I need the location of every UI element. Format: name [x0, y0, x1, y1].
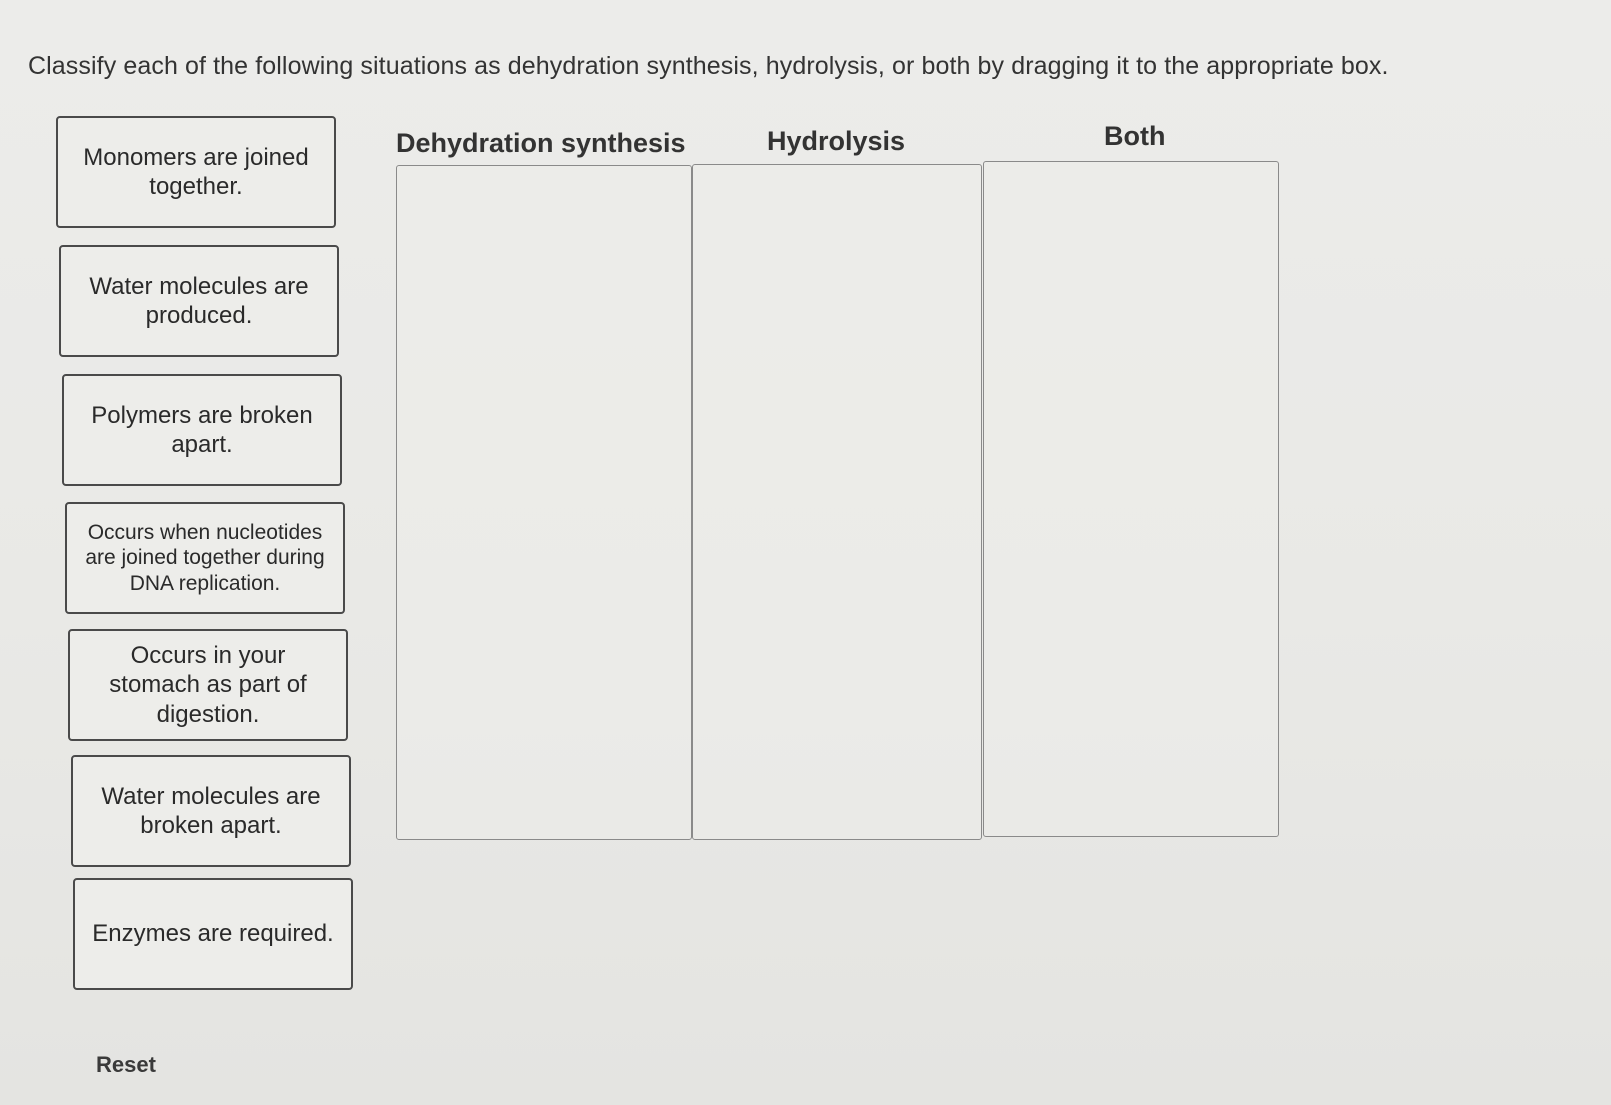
column-header-hydrolysis: Hydrolysis — [767, 126, 906, 156]
card-label: Occurs in your stomach as part of digestion. — [109, 642, 307, 728]
card-label: Water molecules are broken apart. — [101, 782, 321, 839]
dropzone-dehydration-synthesis[interactable] — [396, 165, 692, 840]
draggable-card-stomach-digestion[interactable] — [68, 629, 348, 741]
card-label: Occurs when nucleotides are joined together during DNA replication. — [85, 520, 325, 595]
dropzone-hydrolysis[interactable] — [692, 164, 982, 840]
answer-bank — [0, 0, 380, 1105]
draggable-card-polymers-broken[interactable] — [62, 374, 342, 486]
draggable-card-water-broken[interactable] — [71, 755, 351, 867]
draggable-card-enzymes-required[interactable] — [73, 878, 353, 990]
draggable-card-water-produced[interactable] — [59, 245, 339, 357]
card-label: Monomers are joined together. — [83, 143, 309, 200]
card-label: Polymers are broken apart. — [91, 401, 313, 458]
column-header-dehydration-synthesis: Dehydration synthesis — [396, 128, 686, 158]
reset-button[interactable]: Reset — [96, 1052, 156, 1077]
instructions-text: Classify each of the following situations as dehydration synthesis, hydrolysis, or both by dragging it to the appropriate box. — [28, 52, 1389, 80]
card-label: Enzymes are required. — [92, 920, 334, 948]
dropzone-both[interactable] — [983, 161, 1279, 837]
card-label: Water molecules are produced. — [89, 272, 309, 329]
draggable-card-nucleotides-joined[interactable] — [65, 502, 345, 614]
column-header-both: Both — [1104, 121, 1166, 151]
draggable-card-monomers-joined[interactable] — [56, 116, 336, 228]
